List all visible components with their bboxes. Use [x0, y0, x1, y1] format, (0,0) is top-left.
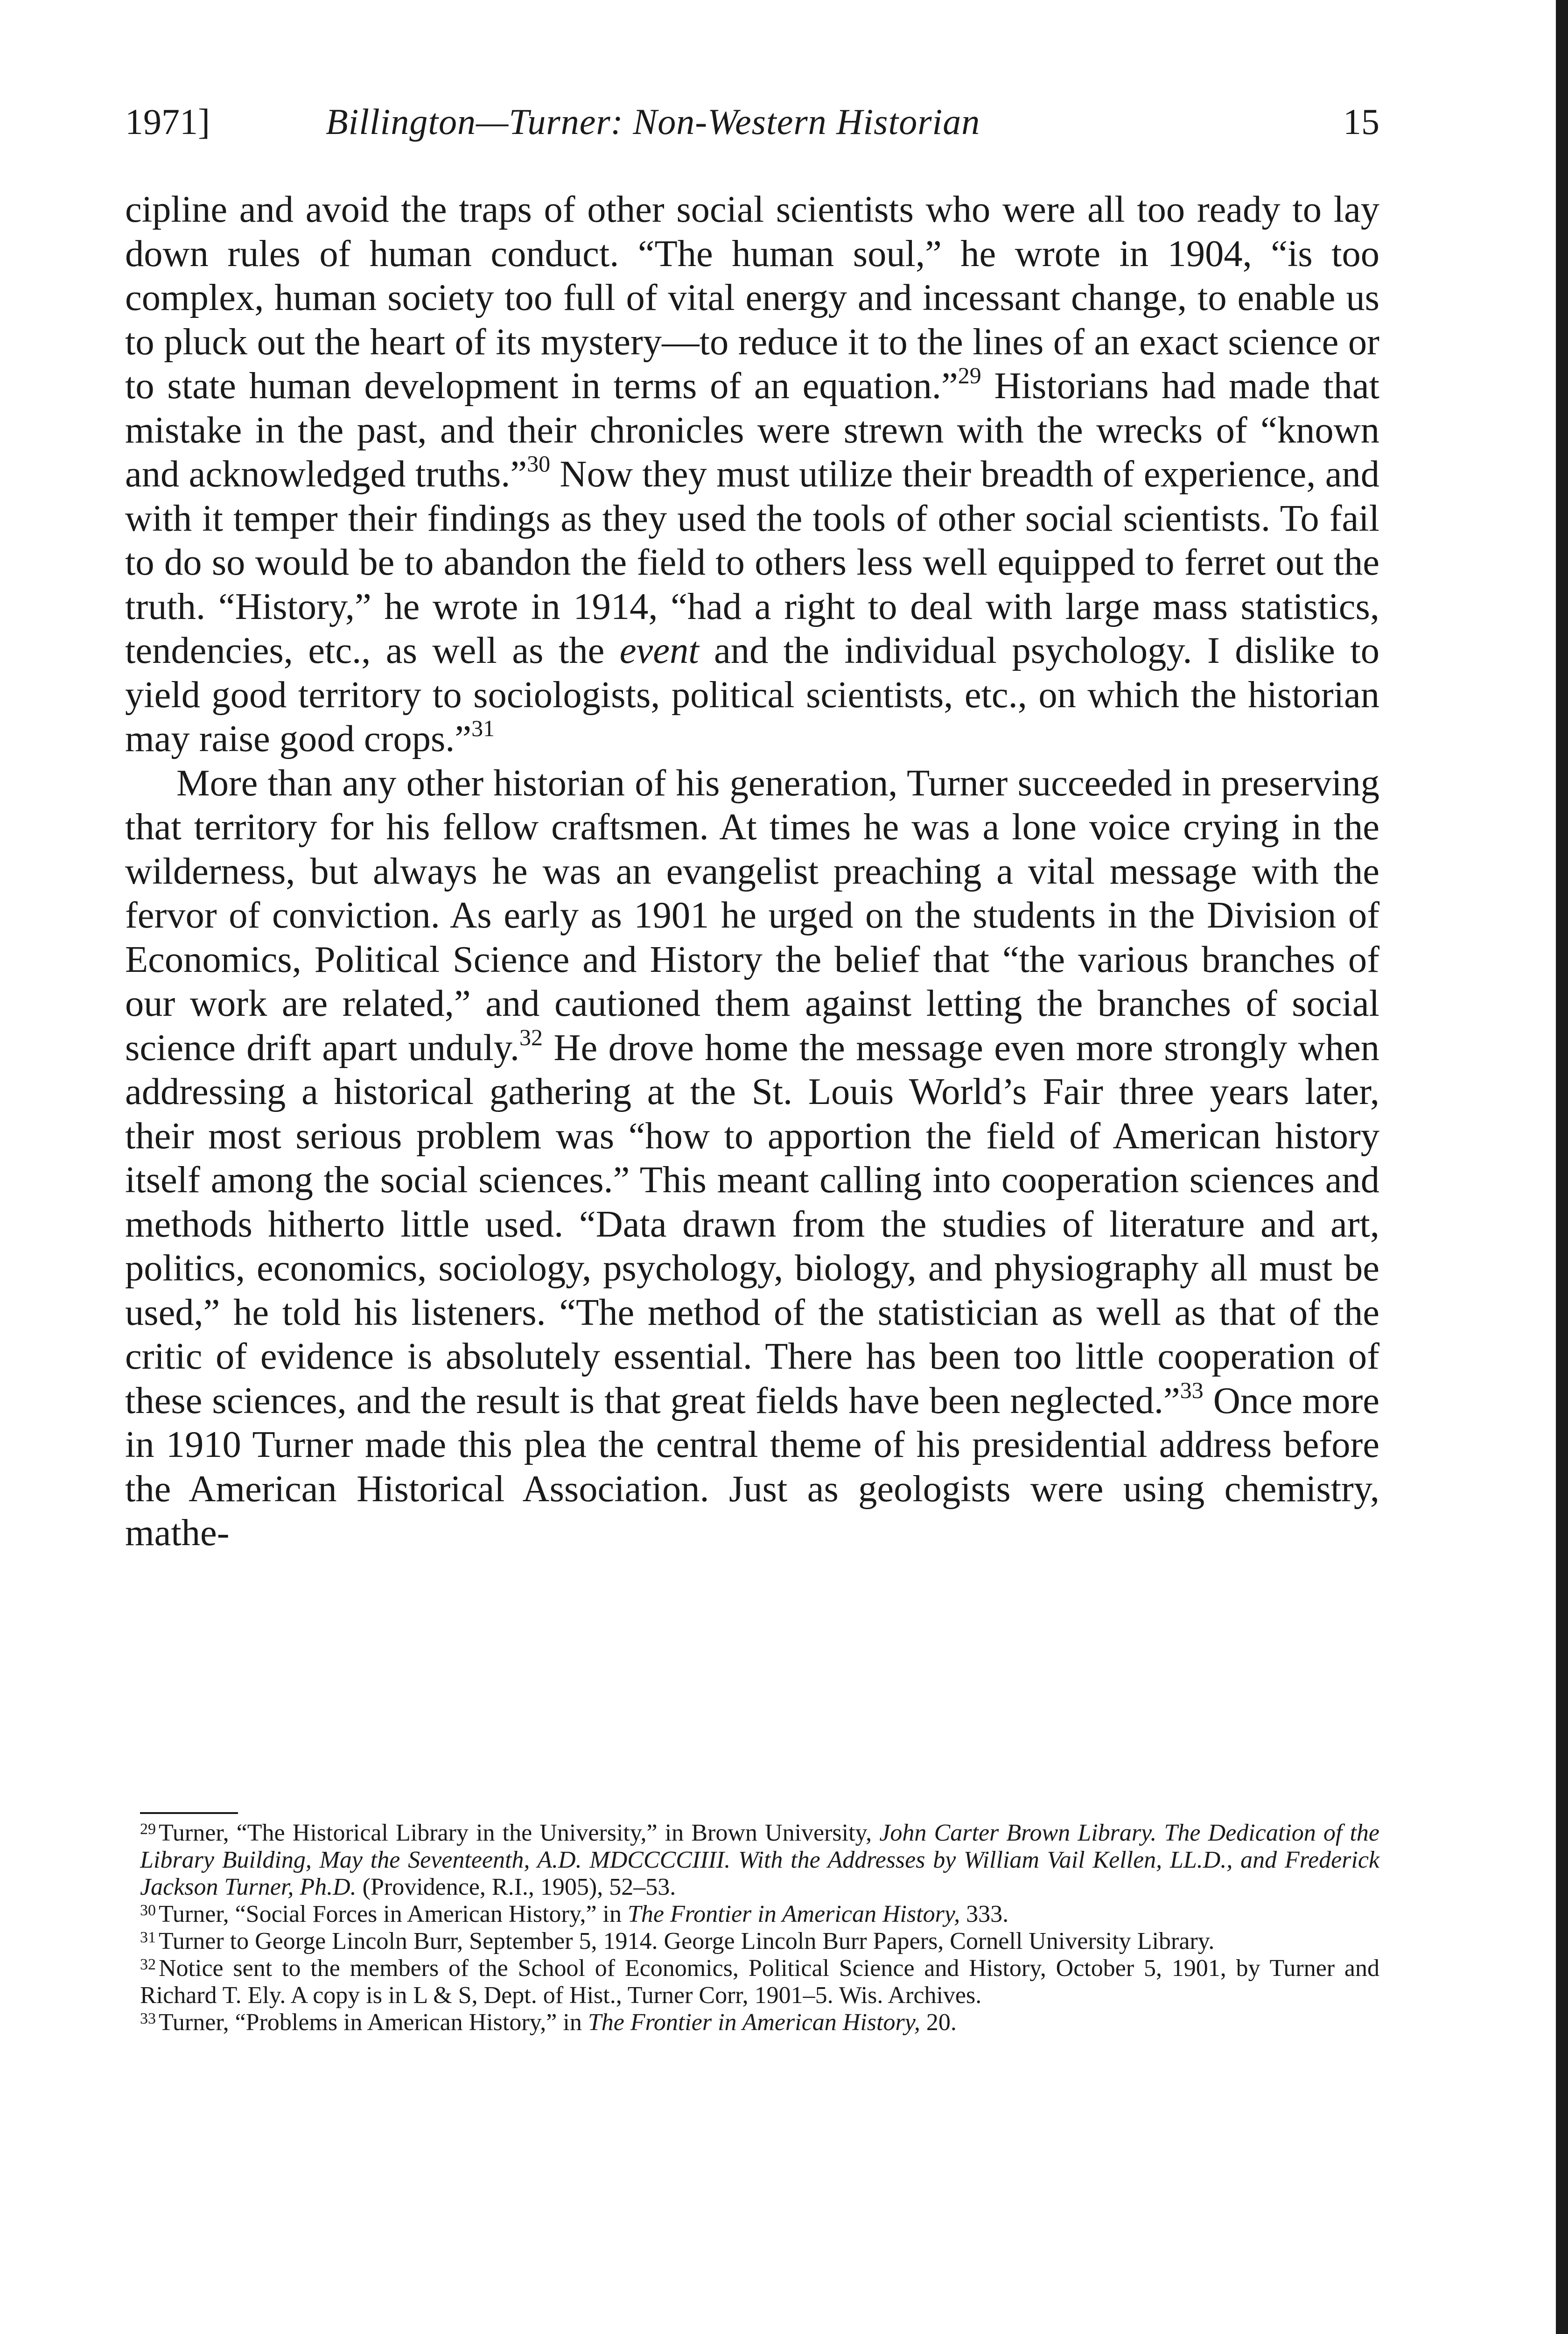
footnote-ref-33: 33	[1180, 1377, 1204, 1403]
paragraph-1-text-b: Historians had made that mistake in the past, and their chronicles were strewn with the wrecks of “known and acknowledged truths.”	[125, 365, 1379, 495]
header-year: 1971]	[125, 101, 210, 142]
footnote-29-text-a: Turner, “The Historical Library in the University,” in Brown University,	[159, 1820, 880, 1846]
footnote-rule	[140, 1812, 238, 1814]
footnote-32-text: Notice sent to the members of the School of Economics, Political Science and History, October 5, 1901, by Turner and Richard T. Ely. A copy is in L & S, Dept. of Hist., Turner Corr, 1901–5. Wis. Archives.	[140, 1955, 1379, 2009]
paragraph-2	[125, 761, 1379, 1555]
footnote-30-number: 30	[140, 1902, 156, 1919]
footnote-32-number: 32	[140, 1956, 156, 1973]
footnote-33-text-a: Turner, “Problems in American History,” in	[159, 2009, 588, 2036]
paragraph-2-text-c: Once more in 1910 Turner made this plea the central theme of his presidential address before the American Historical Association. Just as geologists were using chemistry, mathe-	[125, 1379, 1379, 1554]
footnote-29	[140, 1820, 1379, 1901]
footnote-30-text-a: Turner, “Social Forces in American History,” in	[159, 1901, 628, 1927]
paragraph-2-text-a: More than any other historian of his generation, Turner succeeded in preserving that territory for his fellow craftsmen. At times he was a lone voice crying in the wilderness, but always he was an evangelist preaching a vital message with the fervor of conviction. As early as 1901 he urged on the students in the Division of Economics, Political Science and History the belief that “the various branches of our work are related,” and cautioned them against letting the branches of social science drift apart unduly.	[125, 762, 1379, 1069]
footnote-30-text-b: 333.	[960, 1901, 1009, 1927]
paragraph-1-text-c: Now they must utilize their breadth of experience, and with it temper their findings as they used the tools of other social scientists. To fail to do so would be to abandon the field to others less well equipped to ferret out the truth. “History,” he wrote in 1914, “had a right to deal with large mass statistics, tendencies, etc., as well as the	[125, 453, 1379, 671]
footnote-29-title: John Carter Brown Library. The Dedication of the Library Building, May the Seventeenth, A.D. MDCCCCIIII. With the Addresses by William Vail Kellen, LL.D., and Frederick Jackson Turner, Ph.D.	[140, 1820, 1379, 1900]
page-number: 15	[1343, 101, 1379, 142]
footnote-33-text-b: 20.	[920, 2009, 957, 2036]
footnote-31-text: Turner to George Lincoln Burr, September 5, 1914. George Lincoln Burr Papers, Cornell University Library.	[159, 1928, 1215, 1954]
footnote-33	[140, 2009, 1379, 2036]
header-running-title: Billington—Turner: Non-Western Historian	[326, 101, 980, 142]
footnote-30	[140, 1901, 1379, 1928]
running-header	[125, 96, 1379, 148]
footnote-ref-32: 32	[519, 1024, 543, 1050]
footnote-33-title: The Frontier in American History,	[588, 2009, 920, 2036]
footnote-29-number: 29	[140, 1821, 156, 1838]
footnotes	[140, 1820, 1379, 2036]
paragraph-1	[125, 188, 1379, 761]
footnote-31	[140, 1928, 1379, 1955]
footnote-31-number: 31	[140, 1929, 156, 1946]
footnote-33-number: 33	[140, 2010, 156, 2027]
footnote-ref-31: 31	[471, 715, 495, 741]
paragraph-2-text-b: He drove home the message even more strongly when addressing a historical gathering at the St. Louis World’s Fair three years later, their most serious problem was “how to apportion the field of American history itself among the social sciences.” This meant calling into cooperation sciences and methods hitherto little used. “Data drawn from the studies of literature and art, politics, economics, sociology, psychology, biology, and physiography all must be used,” he told his listeners. “The method of the statistician as well as that of the critic of evidence is absolutely essential. There has been too little cooperation of these sciences, and the result is that great fields have been neglected.”	[125, 1026, 1379, 1421]
footnote-29-text-b: (Providence, R.I., 1905), 52–53.	[356, 1874, 676, 1900]
paragraph-1-text-a: cipline and avoid the traps of other social scientists who were all too ready to lay down rules of human conduct. “The human soul,” he wrote in 1904, “is too complex, human society too full of vital energy and incessant change, to enable us to pluck out the heart of its mystery—to reduce it to the lines of an exact science or to state human development in terms of an equation.”	[125, 189, 1379, 407]
footnote-ref-29: 29	[958, 362, 981, 388]
main-text	[125, 188, 1379, 1555]
paragraph-1-text-d: and the individual psychology. I dislike to yield good territory to sociologists, political scientists, etc., on which the historian may raise good crops.”	[125, 630, 1379, 759]
footnote-ref-30: 30	[527, 450, 551, 477]
footnote-30-title: The Frontier in American History,	[628, 1901, 960, 1927]
page-edge-shadow	[1556, 0, 1568, 2334]
footnote-32	[140, 1955, 1379, 2009]
italic-event: event	[619, 630, 699, 671]
